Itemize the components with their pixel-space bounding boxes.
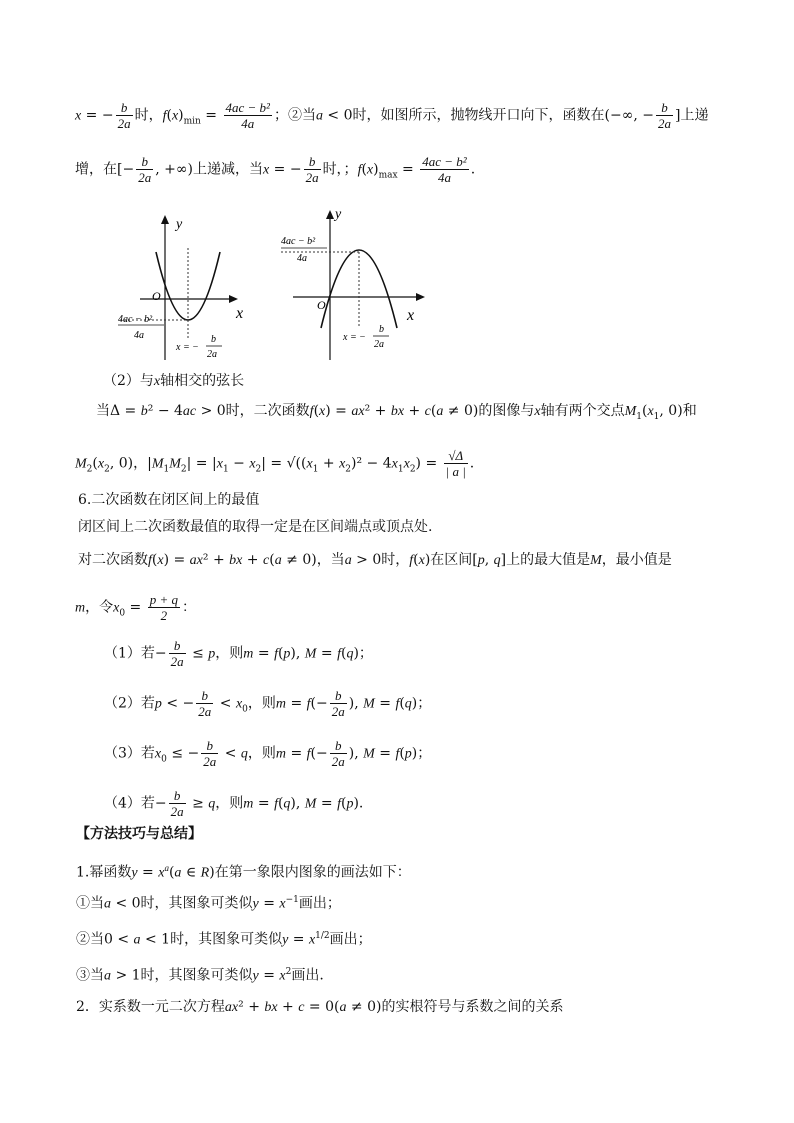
x-axis-arrow [416, 293, 425, 301]
case-1: （1）若− $\frac{b}{2a}$ ≤ p，则m = f(p), M = f(q)； [104, 638, 373, 669]
origin-label: O [317, 298, 326, 312]
method-line-1c: ③当a > 1时，其图象可类似$y = x^2$画出. [76, 967, 324, 984]
x-label: x [407, 307, 415, 324]
case-4: （4）若− $\frac{b}{2a}$ ≥ q，则m = f(q), M = f(p). [104, 788, 364, 819]
vertex-value-num: 4ac − b² [281, 236, 316, 247]
method-title: 【方法技巧与总结】 [76, 826, 202, 842]
fraction: $\frac{b}{2a}$ [331, 688, 345, 719]
fraction: $\frac{b}{2a}$ [658, 100, 671, 131]
fraction: $\frac{b}{2a}$ [138, 154, 152, 185]
text-line-6-2: 对二次函数f(x) = ax² + bx + c(a ≠ 0)，当a > 0时，f(x)在区间[p, q]上的最大值是M，最小值是 [78, 552, 672, 568]
text-line-6-1: 闭区间上二次函数最值的取得一定是在区间端点或顶点处. [78, 519, 433, 535]
y-label: y [176, 217, 183, 232]
fraction: $\frac{b}{2a}$ [203, 738, 217, 769]
axis-eq-num: b [211, 334, 216, 345]
fraction: $\frac{√\Delta}{| a |}$ [445, 448, 466, 479]
axis-eq-prefix: x = − [343, 332, 366, 343]
parabola-down-figure [275, 200, 435, 360]
y-axis-arrow [161, 215, 169, 224]
section-title-6: 6.二次函数在闭区间上的最值 [78, 492, 260, 508]
axis-eq-den: 2a [374, 339, 384, 350]
y-label: y [335, 207, 342, 222]
vertex-value-num: 4ac − b² [118, 314, 153, 325]
x-axis-arrow [229, 295, 238, 303]
method-line-1b: ②当0 < a < 1时，其图象可类似$y = x^{1/2}$画出； [76, 931, 372, 948]
vertex-value-den: 4a [297, 253, 307, 264]
vertex-value-den: 4a [134, 330, 144, 341]
fraction: $\frac{b}{2a}$ [170, 638, 184, 669]
axis-eq-den: 2a [207, 349, 217, 360]
case-2: （2）若p < − $\frac{b}{2a}$ < $x_0$，则m = f(− $\frac{b}{2a}$ ), M = f(q)； [104, 688, 432, 719]
text-line-chord-1: 当Δ = b² − 4ac > 0时，二次函数f(x) = ax² + bx + c(a ≠ 0)的图像与x轴有两个交点$M_1(x_1$, 0)和 [96, 403, 697, 422]
fraction: $\frac{b}{2a}$ [170, 788, 184, 819]
fraction: $\frac{b}{2a}$ [117, 100, 131, 131]
x-label: x [236, 305, 244, 322]
axis-eq-prefix: x = − [176, 342, 199, 353]
fraction: $\frac{\text{4ac − b²}}{4a}$ [225, 100, 270, 131]
fraction: $\frac{b}{2a}$ [331, 738, 345, 769]
case-3: （3）若$x_0$ ≤ − $\frac{b}{2a}$ < q，则m = f(− $\frac{b}{2a}$ ), M = f(p)； [104, 738, 432, 769]
method-line-2: 2．实系数一元二次方程ax² + bx + c = 0(a ≠ 0)的实根符号与系数之间的关系 [76, 999, 564, 1015]
parabola-up-figure [110, 210, 270, 370]
fraction: $\frac{b}{2a}$ [305, 154, 319, 185]
subsection-title-chord: （2）与x轴相交的弦长 [103, 373, 245, 389]
y-axis-arrow [326, 210, 334, 219]
method-line-1a: ①当a < 0时，其图象可类似$y = x^{-1}$画出； [76, 895, 341, 912]
method-line-1: 1.幂函数$y = x^a(a$ ∈ R)在第一象限内图象的画法如下： [76, 863, 411, 881]
fraction: $\frac{p + q}{2}$ [149, 592, 178, 623]
fraction: $\frac{\text{4ac − b²}}{4a}$ [422, 154, 467, 185]
origin-label: O [152, 289, 161, 303]
text-line-chord-2: $M_2(x_2$, 0)，$|M_1M_2| = |x_1 - x_2| = √((x_1 + x_2)^2 - 4x_1x_2)$ = $\frac{√\Delta}{| a |}$ . [75, 448, 475, 479]
axis-eq-num: b [379, 324, 384, 335]
text-line-6-3: m，令$x_0$ = $\frac{p + q}{2}$ ： [75, 592, 196, 623]
text-line-1: x = − $\frac{b}{2a}$ 时，$f(x)_{min}$ = $\frac{\text{4ac − b²}}{4a}$ ；②当a < 0时，如图所示，抛物线开口向下，函数在(−∞, − $\frac{b}{2a}$ ]上递 [75, 100, 709, 131]
fraction: $\frac{b}{2a}$ [198, 688, 212, 719]
text-line-2: 增，在[− $\frac{b}{2a}$ , +∞)上递减，当x = − $\frac{b}{2a}$ 时，；$f(x)_{max}$ = $\frac{\text{4ac − b²}}{4a}$ . [75, 154, 476, 185]
